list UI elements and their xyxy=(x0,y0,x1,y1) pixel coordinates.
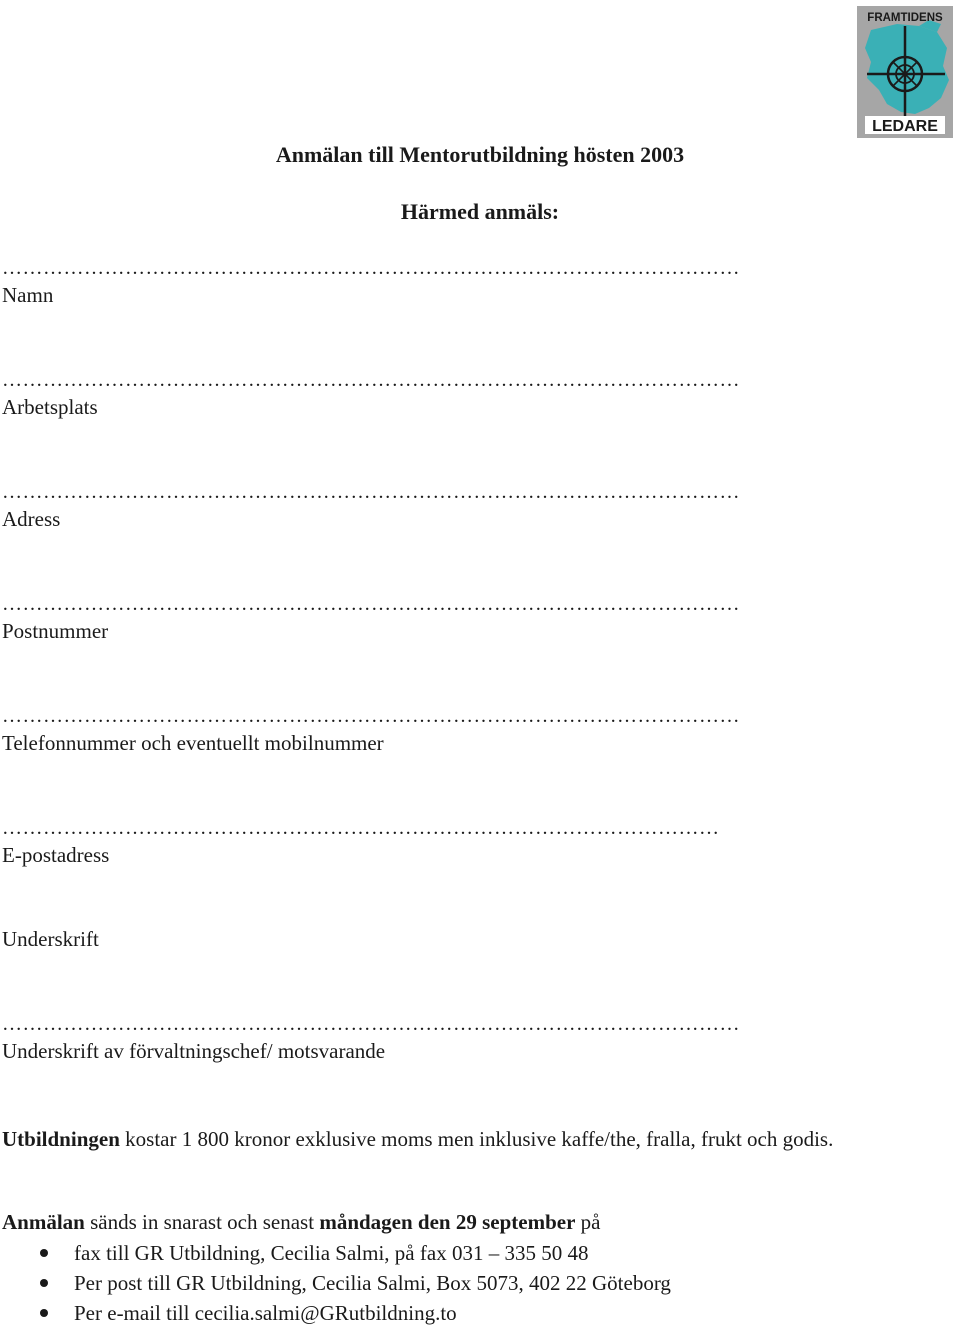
adress-label: Adress xyxy=(2,507,61,531)
telefon-fill-line[interactable]: ……………………………………………………………………………………………… xyxy=(2,705,740,727)
form-subtitle: Härmed anmäls: xyxy=(400,199,560,224)
epost-fill-line[interactable]: …………………………………………………………………………………………… xyxy=(2,817,720,839)
framtidens-ledare-logo xyxy=(857,6,953,138)
namn-fill-line[interactable]: ……………………………………………………………………………………………… xyxy=(2,257,740,279)
chef-underskrift-fill-line[interactable]: ……………………………………………………………………………………………… xyxy=(2,1013,740,1035)
chef-underskrift-label: Underskrift av förvaltningschef/ motsvarande xyxy=(2,1039,386,1063)
arbetsplats-label: Arbetsplats xyxy=(2,395,98,419)
send-method-fax: fax till GR Utbildning, Cecilia Salmi, på fax 031 – 335 50 48 xyxy=(2,1238,671,1268)
namn-label: Namn xyxy=(2,283,54,307)
underskrift-label: Underskrift xyxy=(2,927,99,951)
deadline-text-2: på xyxy=(575,1210,601,1234)
form-title: Anmälan till Mentorutbildning hösten 2003 xyxy=(275,142,685,167)
cost-text: kostar 1 800 kronor exklusive moms men inklusive kaffe/the, fralla, frukt och godis. xyxy=(119,1127,834,1151)
postnummer-label: Postnummer xyxy=(2,619,109,643)
send-method-email[interactable]: Per e-mail till cecilia.salmi@GRutbildning.to xyxy=(2,1298,671,1328)
deadline-paragraph xyxy=(2,1208,932,1236)
postnummer-fill-line[interactable]: ……………………………………………………………………………………………… xyxy=(2,593,740,615)
arbetsplats-fill-line[interactable]: ……………………………………………………………………………………………… xyxy=(2,369,740,391)
logo-bottom-text: LEDARE xyxy=(872,118,938,135)
send-methods-list xyxy=(2,1238,671,1328)
logo-top-text: FRAMTIDENS xyxy=(867,12,943,24)
send-method-post: Per post till GR Utbildning, Cecilia Salmi, Box 5073, 402 22 Göteborg xyxy=(2,1268,671,1298)
deadline-text-1: sänds in snarast och senast xyxy=(84,1210,320,1234)
cost-lead: Utbildningen xyxy=(2,1127,120,1151)
cost-paragraph xyxy=(2,1125,932,1153)
adress-fill-line[interactable]: ……………………………………………………………………………………………… xyxy=(2,481,740,503)
epost-label: E-postadress xyxy=(2,843,110,867)
deadline-lead: Anmälan xyxy=(2,1210,85,1234)
deadline-date: måndagen den 29 september xyxy=(319,1210,576,1234)
telefon-label: Telefonnummer och eventuellt mobilnummer xyxy=(2,731,384,755)
